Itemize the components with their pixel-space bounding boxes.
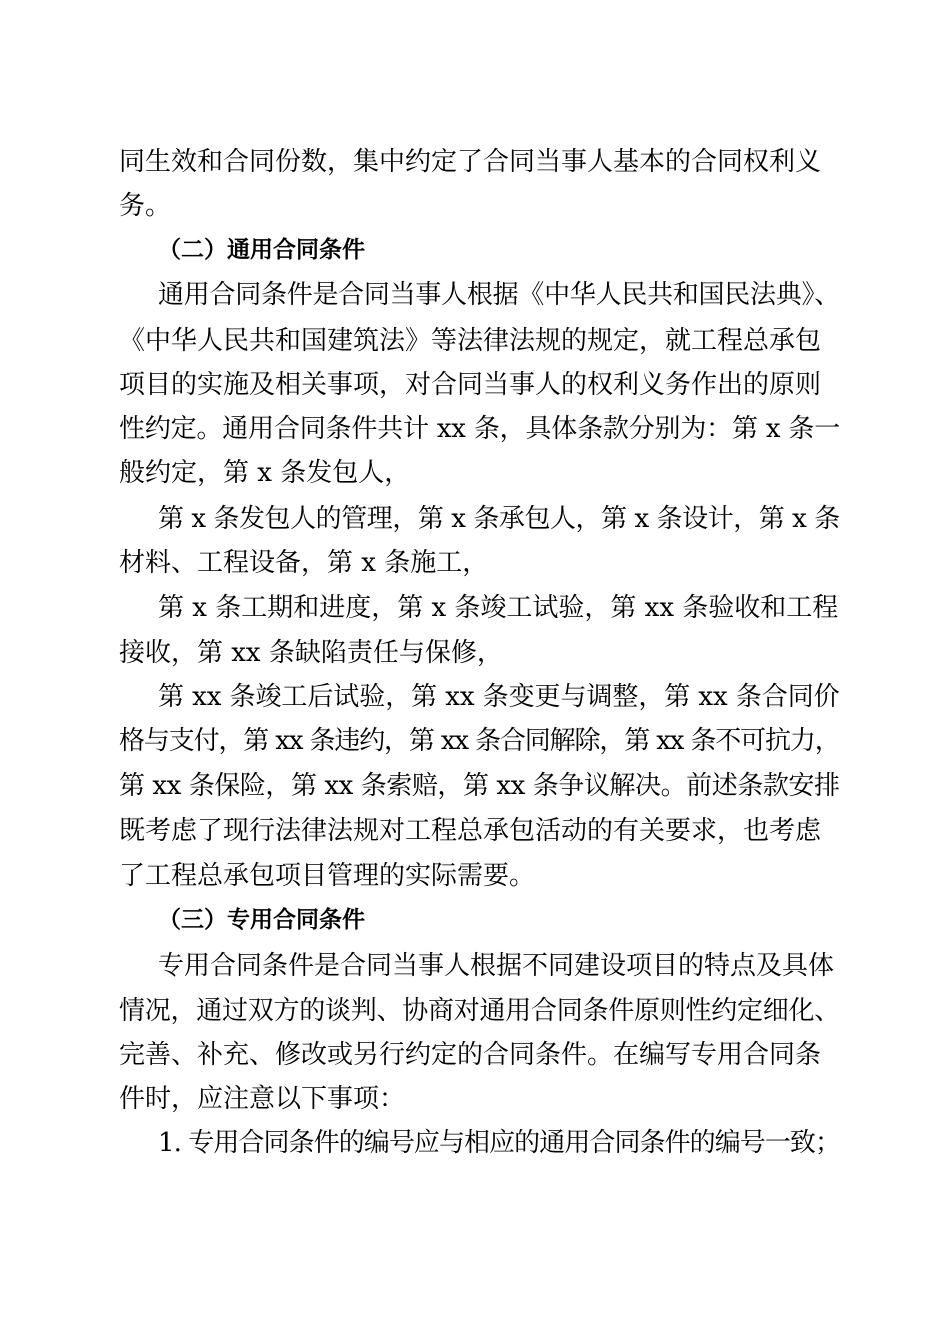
body-line: 第 x 条发包人的管理，第 x 条承包人，第 x 条设计，第 x 条 bbox=[158, 504, 840, 534]
body-line: 通用合同条件是合同当事人根据《中华人民共和国民法典》、 bbox=[158, 280, 841, 310]
body-line: 务。 bbox=[119, 191, 172, 221]
body-line: 第 xx 条保险，第 xx 条索赔，第 xx 条争议解决。前述条款安排 bbox=[119, 771, 840, 801]
body-line: 第 xx 条竣工后试验，第 xx 条变更与调整，第 xx 条合同价 bbox=[158, 682, 840, 712]
section-heading-general-conditions: （二）通用合同条件 bbox=[158, 237, 365, 263]
body-line: 专用合同条件是合同当事人根据不同建设项目的特点及具体 bbox=[158, 951, 835, 981]
body-line: 接收，第 xx 条缺陷责任与保修， bbox=[119, 638, 503, 668]
body-line: 第 x 条工期和进度，第 x 条竣工试验，第 xx 条验收和工程 bbox=[158, 593, 839, 623]
body-line: 了工程总承包项目管理的实际需要。 bbox=[119, 861, 536, 891]
body-line: 格与支付，第 xx 条违约，第 xx 条合同解除，第 xx 条不可抗力， bbox=[119, 726, 840, 756]
body-line: 件时，应注意以下事项： bbox=[119, 1084, 406, 1114]
body-line: 同生效和合同份数，集中约定了合同当事人基本的合同权利义 bbox=[119, 147, 822, 177]
body-line: 般约定，第 x 条发包人， bbox=[119, 458, 411, 488]
body-line: 情况，通过双方的谈判、协商对通用合同条件原则性约定细化、 bbox=[119, 996, 841, 1026]
body-line: 性约定。通用合同条件共计 xx 条，具体条款分别为：第 x 条一 bbox=[119, 414, 841, 444]
numbered-item: 1. 专用合同条件的编号应与相应的通用合同条件的编号一致； bbox=[158, 1128, 841, 1158]
body-line: 既考虑了现行法律法规对工程总承包活动的有关要求，也考虑 bbox=[119, 816, 822, 846]
body-line: 《中华人民共和国建筑法》等法律法规的规定，就工程总承包 bbox=[119, 326, 822, 356]
body-line: 完善、补充、修改或另行约定的合同条件。在编写专用合同条 bbox=[119, 1040, 822, 1070]
body-line: 材料、工程设备，第 x 条施工， bbox=[119, 548, 489, 578]
body-line: 项目的实施及相关事项，对合同当事人的权利义务作出的原则 bbox=[119, 370, 822, 400]
section-heading-special-conditions: （三）专用合同条件 bbox=[158, 907, 365, 933]
